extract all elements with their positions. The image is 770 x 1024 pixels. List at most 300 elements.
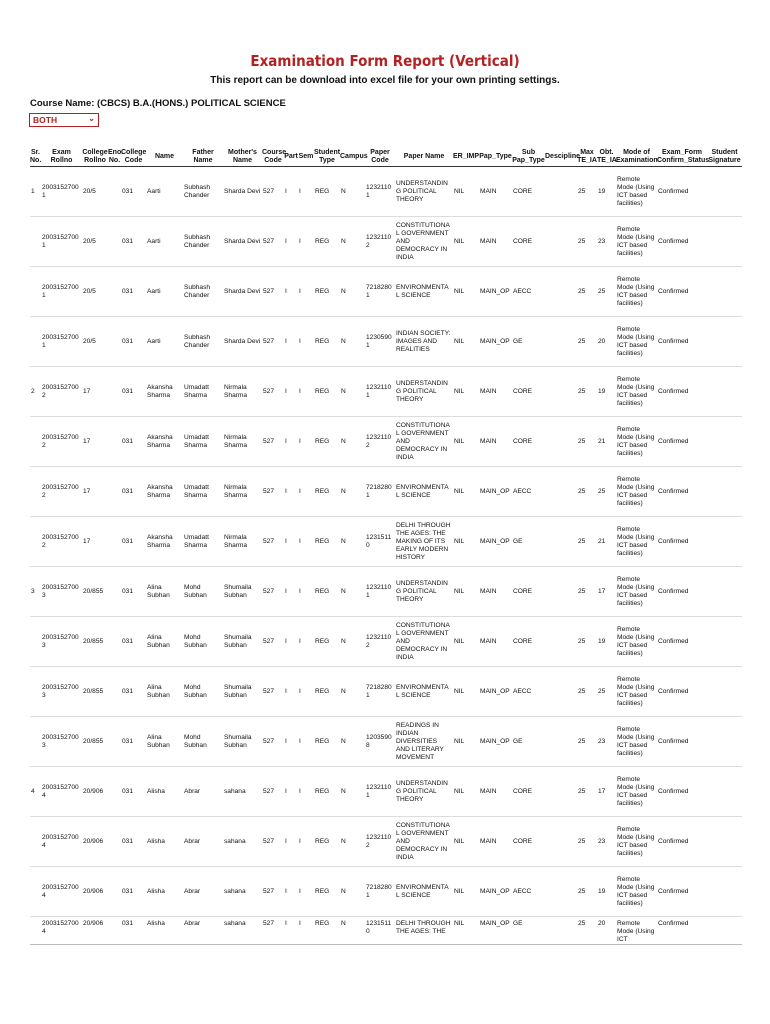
table-cell: 17 [597, 767, 616, 817]
table-cell: I [284, 267, 298, 317]
report-subtitle: This report can be download into excel file for your own printing settings. [210, 75, 560, 86]
table-cell [30, 817, 41, 867]
table-cell: REG [314, 217, 340, 267]
table-cell: CONSTITUTIONAL GOVERNMENT AND DEMOCRACY IN INDIA [395, 817, 453, 867]
table-cell: REG [314, 167, 340, 217]
table-cell: 031 [121, 167, 146, 217]
table-cell: Confirmed [657, 317, 707, 367]
table-cell: Confirmed [657, 167, 707, 217]
table-cell [545, 917, 577, 945]
table-cell: 25 [577, 217, 597, 267]
table-cell: UNDERSTANDING POLITICAL THEORY [395, 367, 453, 417]
table-cell [707, 167, 742, 217]
table-cell: 19 [597, 617, 616, 667]
table-cell: I [284, 867, 298, 917]
table-cell: 031 [121, 467, 146, 517]
table-cell [545, 467, 577, 517]
table-cell: NIL [453, 817, 479, 867]
table-cell [30, 667, 41, 717]
table-cell [545, 367, 577, 417]
column-header: ER_IMP [453, 148, 479, 167]
table-cell [108, 417, 121, 467]
table-cell: 12321101 [365, 167, 395, 217]
table-cell: 20 [597, 917, 616, 945]
table-cell: 527 [262, 167, 284, 217]
table-cell: Remote Mode (Using ICT based facilities) [616, 867, 657, 917]
table-cell [108, 817, 121, 867]
table-cell: MAIN [479, 767, 512, 817]
table-cell [545, 717, 577, 767]
table-cell: I [298, 617, 314, 667]
table-row [30, 467, 742, 517]
table-cell [707, 467, 742, 517]
table-cell: I [284, 667, 298, 717]
table-cell: MAIN [479, 617, 512, 667]
table-cell: 527 [262, 817, 284, 867]
table-cell: 12315110 [365, 917, 395, 945]
table-cell: GE [512, 317, 545, 367]
table-cell: Aarti [146, 267, 183, 317]
table-cell: 25 [577, 817, 597, 867]
table-cell: Sharda Devi [223, 167, 262, 217]
table-cell: MAIN_OP [479, 467, 512, 517]
column-header: College Code [121, 148, 146, 167]
table-cell [545, 567, 577, 617]
table-row [30, 367, 742, 417]
table-cell: I [298, 567, 314, 617]
table-cell: 25 [597, 267, 616, 317]
table-cell: 25 [597, 667, 616, 717]
table-row [30, 817, 742, 867]
table-cell: 17 [82, 517, 108, 567]
table-cell: REG [314, 467, 340, 517]
table-cell: I [298, 667, 314, 717]
table-cell: NIL [453, 567, 479, 617]
table-cell: 20/855 [82, 717, 108, 767]
table-cell: 2 [30, 367, 41, 417]
table-cell: CONSTITUTIONAL GOVERNMENT AND DEMOCRACY IN INDIA [395, 417, 453, 467]
table-row [30, 667, 742, 717]
table-cell: Remote Mode (Using ICT based facilities) [616, 567, 657, 617]
table-cell [108, 217, 121, 267]
table-cell: Umadatt Sharma [183, 517, 223, 567]
table-cell: NIL [453, 717, 479, 767]
table-cell: MAIN_OP [479, 317, 512, 367]
table-cell: 12321102 [365, 417, 395, 467]
table-cell: 20/855 [82, 567, 108, 617]
table-row [30, 567, 742, 617]
table-cell: NIL [453, 617, 479, 667]
table-cell: sahana [223, 917, 262, 945]
table-cell: 20031527003 [41, 567, 82, 617]
student-type-select-value: BOTH [33, 115, 58, 125]
table-cell: REG [314, 517, 340, 567]
table-cell: I [284, 417, 298, 467]
table-cell: 527 [262, 617, 284, 667]
table-cell: Confirmed [657, 667, 707, 717]
table-cell: NIL [453, 167, 479, 217]
table-cell [30, 517, 41, 567]
table-cell: 12315110 [365, 517, 395, 567]
table-cell: REG [314, 867, 340, 917]
table-cell: Remote Mode (Using ICT based facilities) [616, 217, 657, 267]
table-cell: Confirmed [657, 917, 707, 945]
table-cell: Confirmed [657, 467, 707, 517]
table-cell: 031 [121, 267, 146, 317]
table-cell: Confirmed [657, 367, 707, 417]
table-cell: N [340, 817, 365, 867]
table-cell: 20031527001 [41, 167, 82, 217]
table-cell [30, 217, 41, 267]
table-cell: Confirmed [657, 417, 707, 467]
table-cell: Confirmed [657, 517, 707, 567]
table-cell [108, 467, 121, 517]
table-cell: Shumaila Subhan [223, 617, 262, 667]
column-header: Paper Code [365, 148, 395, 167]
column-header: Descipline [545, 148, 577, 167]
column-header: Course Code [262, 148, 284, 167]
table-cell: Alisha [146, 817, 183, 867]
table-cell: 031 [121, 567, 146, 617]
table-cell: N [340, 417, 365, 467]
table-cell: 25 [577, 317, 597, 367]
table-cell: I [298, 467, 314, 517]
table-cell: N [340, 217, 365, 267]
table-cell: 20/855 [82, 617, 108, 667]
table-cell: N [340, 467, 365, 517]
table-cell: Alina Subhan [146, 617, 183, 667]
column-header: Mother's Name [223, 148, 262, 167]
table-cell: 20/855 [82, 667, 108, 717]
table-cell [545, 417, 577, 467]
table-cell [707, 867, 742, 917]
table-cell: N [340, 167, 365, 217]
table-cell: CORE [512, 217, 545, 267]
table-cell: Confirmed [657, 217, 707, 267]
table-cell: I [298, 817, 314, 867]
table-cell: 4 [30, 767, 41, 817]
table-cell: 031 [121, 317, 146, 367]
table-cell: MAIN_OP [479, 667, 512, 717]
table-cell: MAIN_OP [479, 867, 512, 917]
table-cell: I [298, 917, 314, 945]
course-name: Course Name: (CBCS) B.A.(HONS.) POLITICAL SCIENCE [30, 98, 286, 109]
table-cell [707, 417, 742, 467]
table-cell: 19 [597, 867, 616, 917]
table-cell: CORE [512, 567, 545, 617]
table-cell: 527 [262, 567, 284, 617]
table-cell: 23 [597, 817, 616, 867]
table-cell: Umadatt Sharma [183, 467, 223, 517]
table-cell: READINGS IN INDIAN DIVERSITIES AND LITERARY MOVEMENT [395, 717, 453, 767]
table-cell: Confirmed [657, 817, 707, 867]
table-cell [707, 267, 742, 317]
table-cell [707, 717, 742, 767]
table-cell: 20031527004 [41, 867, 82, 917]
table-cell: Alisha [146, 867, 183, 917]
table-cell: N [340, 517, 365, 567]
table-cell: Remote Mode (Using ICT based facilities) [616, 467, 657, 517]
table-cell: Remote Mode (Using ICT based facilities) [616, 617, 657, 667]
table-cell: 20/5 [82, 217, 108, 267]
table-cell: I [284, 167, 298, 217]
table-cell [108, 367, 121, 417]
table-cell [108, 667, 121, 717]
table-cell: 25 [577, 617, 597, 667]
table-cell: 25 [577, 517, 597, 567]
column-header: Student Type [314, 148, 340, 167]
table-cell: 527 [262, 217, 284, 267]
column-header: Exam Rollno [41, 148, 82, 167]
report-title: Examination Form Report (Vertical) [250, 52, 520, 70]
table-cell: Mohd Subhan [183, 617, 223, 667]
table-cell: CONSTITUTIONAL GOVERNMENT AND DEMOCRACY IN INDIA [395, 217, 453, 267]
chevron-down-icon: ⌄ [88, 114, 95, 123]
table-cell: Nirmala Sharma [223, 367, 262, 417]
column-header: Sub Pap_Type [512, 148, 545, 167]
table-cell: REG [314, 367, 340, 417]
column-header: Obt. TE_IA [597, 148, 616, 167]
table-cell: UNDERSTANDING POLITICAL THEORY [395, 767, 453, 817]
table-cell: REG [314, 917, 340, 945]
column-header: Eno. No. [108, 148, 121, 167]
table-cell: Mohd Subhan [183, 567, 223, 617]
table-cell: NIL [453, 867, 479, 917]
table-cell: 25 [577, 667, 597, 717]
table-cell: MAIN_OP [479, 917, 512, 945]
table-cell: Shumaila Subhan [223, 717, 262, 767]
table-cell: 20 [597, 317, 616, 367]
table-cell: 20/906 [82, 817, 108, 867]
table-cell: 25 [577, 417, 597, 467]
column-header: Name [146, 148, 183, 167]
table-cell: ENVIRONMENTAL SCIENCE [395, 867, 453, 917]
table-cell: 20/906 [82, 917, 108, 945]
table-cell: 031 [121, 417, 146, 467]
table-cell: I [284, 717, 298, 767]
table-cell: Abrar [183, 917, 223, 945]
table-cell: 17 [82, 467, 108, 517]
table-cell: 20031527003 [41, 617, 82, 667]
table-cell: 25 [577, 767, 597, 817]
table-cell: Sharda Devi [223, 267, 262, 317]
table-row [30, 217, 742, 267]
table-cell: Confirmed [657, 867, 707, 917]
table-cell [707, 367, 742, 417]
table-cell [545, 617, 577, 667]
table-cell: I [284, 917, 298, 945]
table-cell [707, 517, 742, 567]
table-cell: N [340, 767, 365, 817]
table-cell: Confirmed [657, 617, 707, 667]
table-cell: I [284, 817, 298, 867]
table-cell: ENVIRONMENTAL SCIENCE [395, 467, 453, 517]
table-cell [108, 767, 121, 817]
table-cell: Subhash Chander [183, 317, 223, 367]
table-cell: NIL [453, 767, 479, 817]
table-cell: N [340, 367, 365, 417]
column-header: Paper Name [395, 148, 453, 167]
table-cell: 20/5 [82, 167, 108, 217]
table-cell: 20031527004 [41, 917, 82, 945]
table-cell: 23 [597, 217, 616, 267]
table-cell: REG [314, 767, 340, 817]
table-cell [707, 317, 742, 367]
table-cell: GE [512, 717, 545, 767]
table-cell: GE [512, 917, 545, 945]
table-cell: Remote Mode (Using ICT based facilities) [616, 167, 657, 217]
table-row [30, 867, 742, 917]
table-cell: Umadatt Sharma [183, 367, 223, 417]
column-header: Father Name [183, 148, 223, 167]
table-cell: 25 [577, 717, 597, 767]
table-cell: UNDERSTANDING POLITICAL THEORY [395, 167, 453, 217]
table-row [30, 517, 742, 567]
table-header-row [30, 148, 742, 167]
table-cell: MAIN_OP [479, 517, 512, 567]
table-cell: 527 [262, 717, 284, 767]
table-row [30, 767, 742, 817]
table-cell: NIL [453, 267, 479, 317]
table-cell: 20/5 [82, 267, 108, 317]
table-cell: Umadatt Sharma [183, 417, 223, 467]
table-cell: 1 [30, 167, 41, 217]
table-cell: CORE [512, 417, 545, 467]
table-cell: 527 [262, 367, 284, 417]
table-cell: 25 [577, 567, 597, 617]
table-row [30, 267, 742, 317]
table-cell: 23 [597, 717, 616, 767]
table-cell: REG [314, 617, 340, 667]
table-cell: I [298, 717, 314, 767]
table-cell: 20031527003 [41, 717, 82, 767]
table-cell: 20/5 [82, 317, 108, 367]
table-cell: 21 [597, 417, 616, 467]
table-cell [545, 317, 577, 367]
table-cell [108, 917, 121, 945]
table-cell [30, 417, 41, 467]
table-cell: AECC [512, 667, 545, 717]
table-cell [545, 867, 577, 917]
table-cell: MAIN_OP [479, 717, 512, 767]
table-cell [108, 167, 121, 217]
table-cell: 20031527002 [41, 467, 82, 517]
table-cell [108, 267, 121, 317]
table-cell: 031 [121, 667, 146, 717]
table-cell: Aarti [146, 167, 183, 217]
table-cell: 527 [262, 317, 284, 367]
table-cell: sahana [223, 817, 262, 867]
table-cell: MAIN [479, 567, 512, 617]
column-header: Campus [340, 148, 365, 167]
table-cell: Akansha Sharma [146, 467, 183, 517]
table-cell [545, 517, 577, 567]
table-cell: Subhash Chander [183, 267, 223, 317]
table-cell: 20/906 [82, 767, 108, 817]
table-cell: 25 [577, 917, 597, 945]
table-cell: N [340, 667, 365, 717]
table-cell: N [340, 317, 365, 367]
table-cell: AECC [512, 267, 545, 317]
table-cell: I [298, 417, 314, 467]
table-cell: REG [314, 267, 340, 317]
table-cell [707, 667, 742, 717]
table-cell: 527 [262, 517, 284, 567]
table-cell: NIL [453, 467, 479, 517]
table-cell: DELHI THROUGH THE AGES: THE MAKING OF ITS EARLY MODERN HISTORY [395, 517, 453, 567]
table-cell: N [340, 617, 365, 667]
table-cell: Abrar [183, 867, 223, 917]
table-cell [108, 517, 121, 567]
column-header: Pap_Type [479, 148, 512, 167]
table-cell: Alina Subhan [146, 567, 183, 617]
table-cell: Remote Mode (Using ICT based facilities) [616, 317, 657, 367]
table-cell: INDIAN SOCIETY: IMAGES AND REALITIES [395, 317, 453, 367]
table-cell: UNDERSTANDING POLITICAL THEORY [395, 567, 453, 617]
column-header: Part [284, 148, 298, 167]
table-cell: Remote Mode (Using ICT based facilities) [616, 767, 657, 817]
table-cell: Mohd Subhan [183, 717, 223, 767]
table-cell: Shumaila Subhan [223, 567, 262, 617]
table-cell: 20031527004 [41, 767, 82, 817]
table-cell: Abrar [183, 767, 223, 817]
student-type-select[interactable] [29, 113, 99, 127]
table-cell: 25 [577, 167, 597, 217]
table-cell: Aarti [146, 317, 183, 367]
table-cell: 12321102 [365, 817, 395, 867]
table-cell: CORE [512, 167, 545, 217]
table-cell: 25 [577, 267, 597, 317]
table-cell [108, 617, 121, 667]
table-cell: Alina Subhan [146, 717, 183, 767]
table-cell [707, 617, 742, 667]
table-cell: Confirmed [657, 567, 707, 617]
table-cell: CORE [512, 767, 545, 817]
table-cell: 20031527002 [41, 367, 82, 417]
table-cell: 527 [262, 917, 284, 945]
column-header: Max TE_IA [577, 148, 597, 167]
table-cell: 12321101 [365, 567, 395, 617]
table-cell: Shumaila Subhan [223, 667, 262, 717]
table-cell: 527 [262, 267, 284, 317]
table-cell [707, 767, 742, 817]
table-cell: 25 [577, 867, 597, 917]
table-cell: NIL [453, 417, 479, 467]
table-cell: 031 [121, 367, 146, 417]
table-cell: 25 [577, 467, 597, 517]
column-header: Sr. No. [30, 148, 41, 167]
table-cell: 031 [121, 867, 146, 917]
table-cell: Subhash Chander [183, 217, 223, 267]
table-cell: 527 [262, 767, 284, 817]
table-cell: 12305901 [365, 317, 395, 367]
table-cell: MAIN [479, 417, 512, 467]
table-cell: Nirmala Sharma [223, 517, 262, 567]
exam-form-table [30, 148, 742, 945]
table-cell: REG [314, 817, 340, 867]
table-cell: N [340, 917, 365, 945]
table-cell: 19 [597, 367, 616, 417]
table-cell: MAIN_OP [479, 267, 512, 317]
table-cell: I [298, 767, 314, 817]
table-cell: Sharda Devi [223, 317, 262, 367]
table-cell: I [284, 367, 298, 417]
table-cell: CONSTITUTIONAL GOVERNMENT AND DEMOCRACY IN INDIA [395, 617, 453, 667]
table-body [30, 167, 742, 945]
table-row [30, 417, 742, 467]
table-cell: 20031527002 [41, 417, 82, 467]
table-cell: NIL [453, 217, 479, 267]
